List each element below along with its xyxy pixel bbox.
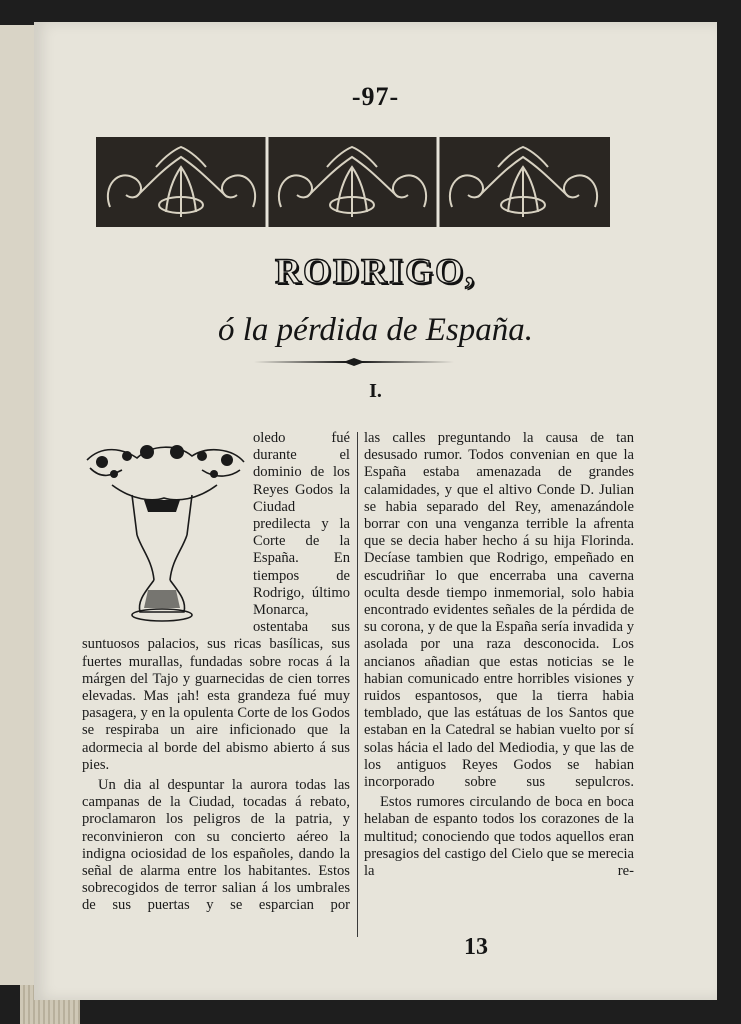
page-number: -97- [351, 82, 400, 111]
paragraph: oledo fué durante el dominio de los Reyes Godos la Ciudad predilecta y la Corte de la España. En tiempos de Rodrigo, último Monarca, ostentaba sus suntuosos palacios, sus ricas basílicas, sus fuertes murallas, fundadas sobre rocas á la márgen del Tajo y guarnecidas de cien torres elevadas. Mas ¡ah! esta grandeza fué muy pasagera, y en la opulenta Corte de los Godos se respiraba un aire inficionado que la adormecia al borde del abismo abierto á sus pies. [82, 430, 350, 773]
paragraph: las calles preguntando la causa de tan desusado rumor. Todos convenian en que la España estaba amenazada de grandes calamidades, y que el altivo Conde D. Julian se habia separado del Rey, amenazándole borrar con una venganza terrible la afrenta que se decia haber hecho á su hija Florinda. Decíase tambien que Rodrigo, empeñado en escudriñar lo que encerraba una caverna oculta desde tiempo inmemorial, solo habia encontrado evidentes señales de la pérdida de su corona, y de que la España sería invadida y asolada por una raza desconocida. Los ancianos añadian que estas noticias se le habian comunicado entre horribles visiones y ruidos espantosos, que la tierra habia temblado, que las estátuas de los Santos que estaban en la Catedral se habian vuelto por sí solas hácia el lado del Mediodia, y que las de los antiguos Reyes Godos se habian incorporado sobre sus sepulcros. [364, 430, 634, 791]
previous-page-edge [0, 25, 34, 985]
chapter-title: RODRIGO, [274, 251, 476, 291]
left-text-column [82, 430, 350, 915]
paragraph: Un dia al despuntar la aurora todas las campanas de la Ciudad, tocadas á rebato, proclamaron los peligros de la patria, y reconvinieron con su concierto aéreo la indigna ociosidad de los españoles, dando la señal de alarma entre los habitantes. Estos sobrecogidos de terror salian á los umbrales de sus puertas y se esparcian por [82, 777, 350, 914]
book-page [34, 22, 717, 1000]
section-number: I. [369, 380, 382, 402]
decorative-header-band [96, 137, 610, 227]
column-divider [357, 432, 358, 937]
paragraph: Estos rumores circulando de boca en boca helaban de espanto todos los corazones de la multitud; conociendo que todos aquellos eran presagios del castigo del Cielo que se merecia la re- [364, 794, 634, 880]
right-text-column [364, 430, 634, 880]
dropcap-illustration [82, 440, 247, 622]
printer-signature-mark: 13 [464, 934, 488, 960]
chapter-subtitle: ó la pérdida de España. [218, 312, 533, 348]
decorative-rule [254, 358, 454, 366]
